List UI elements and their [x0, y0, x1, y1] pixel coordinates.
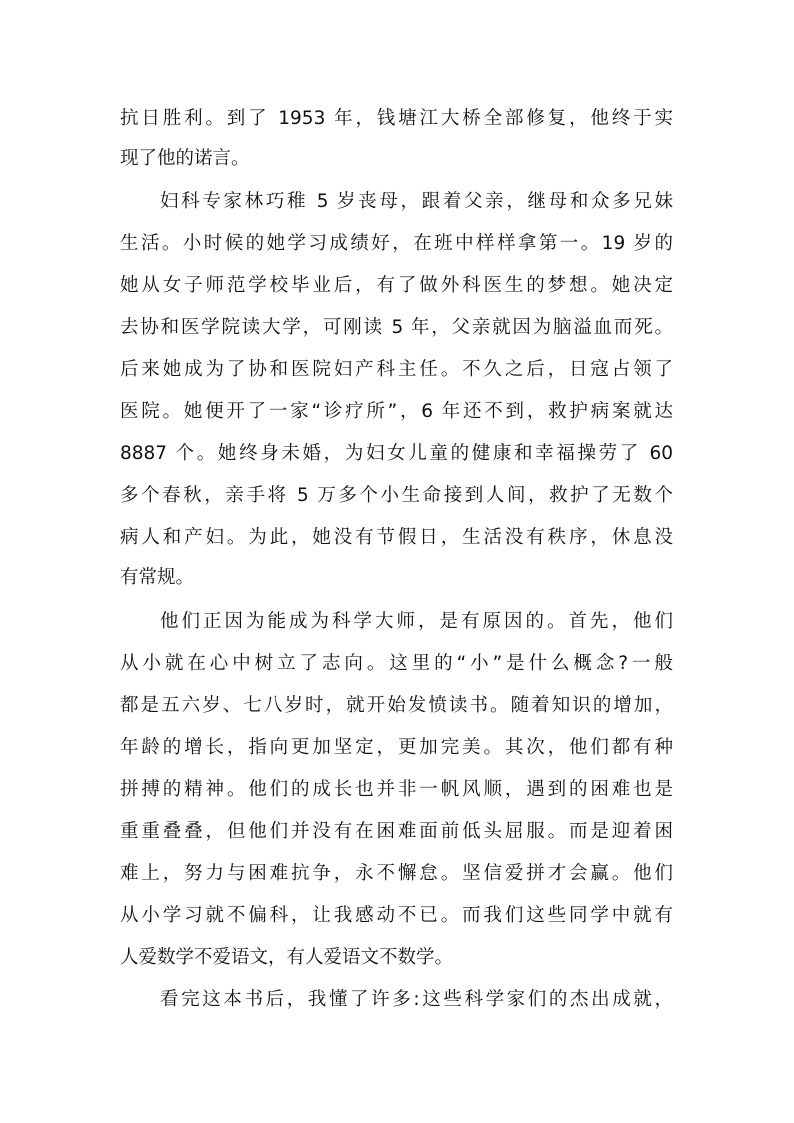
text-line: [0, 308, 794, 348]
text-line: [0, 812, 794, 852]
text-line: [0, 770, 794, 810]
text-line-content: 8887 个。她终身未婚，为妇女儿童的健康和幸福操劳了 60: [120, 443, 673, 464]
text-line-content: 从小就在心中树立了志向。这里的“小”是什么概念?一般: [120, 653, 673, 674]
text-line: [0, 686, 794, 726]
text-line-content: 妇科专家林巧稚 5 岁丧母，跟着父亲，继母和众多兄妹: [160, 191, 673, 212]
text-line-content: 人爱数学不爱语文，有人爱语文不数学。: [120, 947, 454, 968]
text-line-content: 医院。她便开了一家“诊疗所”，6 年还不到，救护病案就达: [120, 401, 673, 422]
text-line-content: 后来她成为了协和医院妇产科主任。不久之后，日寇占领了: [120, 359, 673, 380]
text-line-content: 年龄的增长，指向更加坚定，更加完美。其次，他们都有种: [120, 737, 673, 758]
text-line: [0, 558, 794, 598]
text-line-content: 都是五六岁、七八岁时，就开始发愤读书。随着知识的增加，: [120, 695, 673, 716]
text-line: [0, 518, 794, 558]
text-line: [0, 182, 794, 222]
text-line-content: 抗日胜利。到了 1953 年，钱塘江大桥全部修复，他终于实: [120, 108, 673, 129]
text-line-content: 从小学习就不偏科，让我感动不已。而我们这些同学中就有: [120, 905, 673, 926]
text-line: [0, 434, 794, 474]
text-line-content: 多个春秋，亲手将 5 万多个小生命接到人间，救护了无数个: [120, 485, 673, 506]
text-line-content: 她从女子师范学校毕业后，有了做外科医生的梦想。她决定: [120, 275, 673, 296]
text-line: [0, 476, 794, 516]
text-line-content: 有常规。: [120, 567, 195, 588]
text-line-content: 病人和产妇。为此，她没有节假日，生活没有秩序，休息没: [120, 527, 673, 548]
text-line: [0, 99, 794, 139]
text-line: [0, 224, 794, 264]
text-line: [0, 644, 794, 684]
text-line: [0, 602, 794, 642]
text-line-content: 重重叠叠，但他们并没有在困难面前低头屈服。而是迎着困: [120, 821, 673, 842]
text-line: [0, 896, 794, 936]
text-line-content: 他们正因为能成为科学大师，是有原因的。首先，他们: [160, 611, 673, 632]
text-line: [0, 139, 794, 179]
text-line: [0, 728, 794, 768]
text-line: [0, 980, 794, 1020]
text-line: [0, 266, 794, 306]
text-line-content: 看完这本书后，我懂了许多:这些科学家们的杰出成就，: [160, 989, 673, 1010]
text-line: [0, 854, 794, 894]
text-line-content: 生活。小时候的她学习成绩好，在班中样样拿第一。19 岁的: [120, 233, 673, 254]
text-line-content: 去协和医学院读大学，可刚读 5 年，父亲就因为脑溢血而死。: [120, 317, 673, 338]
text-line-content: 难上，努力与困难抗争，永不懈怠。坚信爱拼才会赢。他们: [120, 863, 673, 884]
text-line: [0, 392, 794, 432]
text-line: [0, 350, 794, 390]
text-line: [0, 938, 794, 978]
text-line-content: 拼搏的精神。他们的成长也并非一帆风顺，遇到的困难也是: [120, 779, 673, 800]
text-line-content: 现了他的诺言。: [120, 148, 250, 169]
